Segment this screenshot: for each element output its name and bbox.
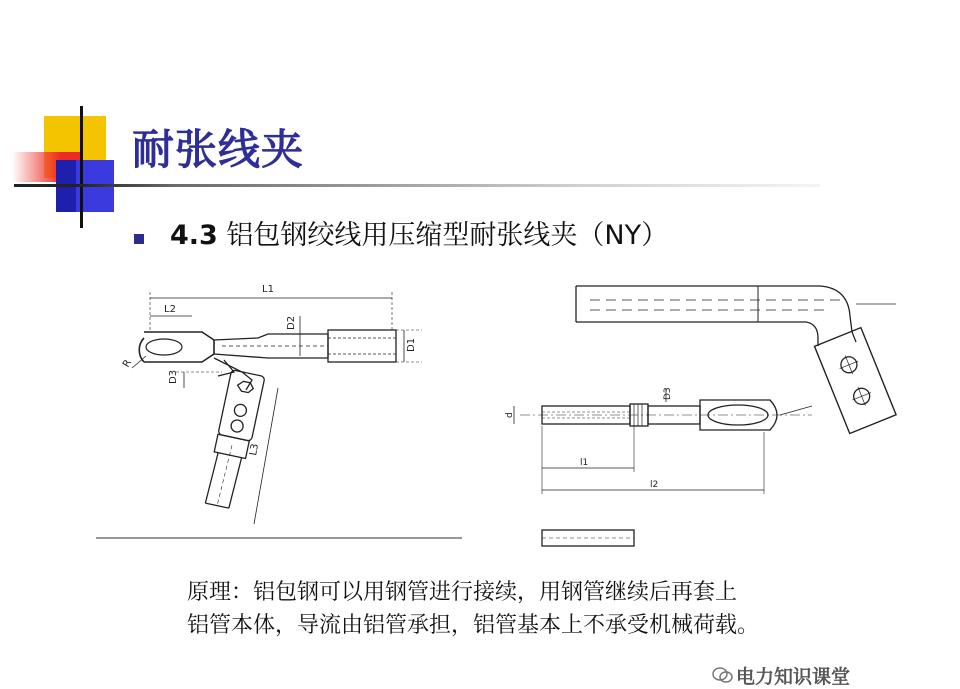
label-d1: D1 [406, 337, 417, 352]
right-technical-drawing [500, 276, 920, 556]
label-r: R [121, 357, 135, 370]
bullet-square-icon [134, 234, 144, 244]
label-d2: D2 [286, 315, 297, 330]
label-l3: L3 [248, 442, 262, 457]
label-l1: L1 [262, 284, 274, 295]
principle-line-2: 铝管本体，导流由铝管承担，铝管基本上不承受机械荷载。 [187, 613, 760, 638]
label-d3-right: D3 [663, 387, 673, 400]
label-d3: D3 [168, 369, 179, 384]
label-l1-lower: l1 [580, 458, 589, 468]
subtitle [170, 216, 668, 256]
subtitle-number: 4.3 [170, 220, 218, 251]
decor-vertical-line [80, 106, 83, 228]
label-d: d [505, 412, 515, 418]
subtitle-text: 铝包钢绞线用压缩型耐张线夹（NY） [217, 220, 669, 251]
label-l2: L2 [164, 304, 176, 315]
label-l2-lower: l2 [650, 480, 659, 490]
watermark-text: 电力知识课堂 [736, 666, 851, 688]
title-underline [14, 184, 820, 187]
slide-title: 耐张线夹 [132, 125, 305, 174]
principle-text [187, 576, 907, 642]
principle-line-1: 原理：铝包钢可以用钢管进行接续，用钢管继续后再套上 [187, 580, 738, 605]
left-technical-drawing [92, 276, 472, 546]
wechat-icon [712, 666, 734, 684]
